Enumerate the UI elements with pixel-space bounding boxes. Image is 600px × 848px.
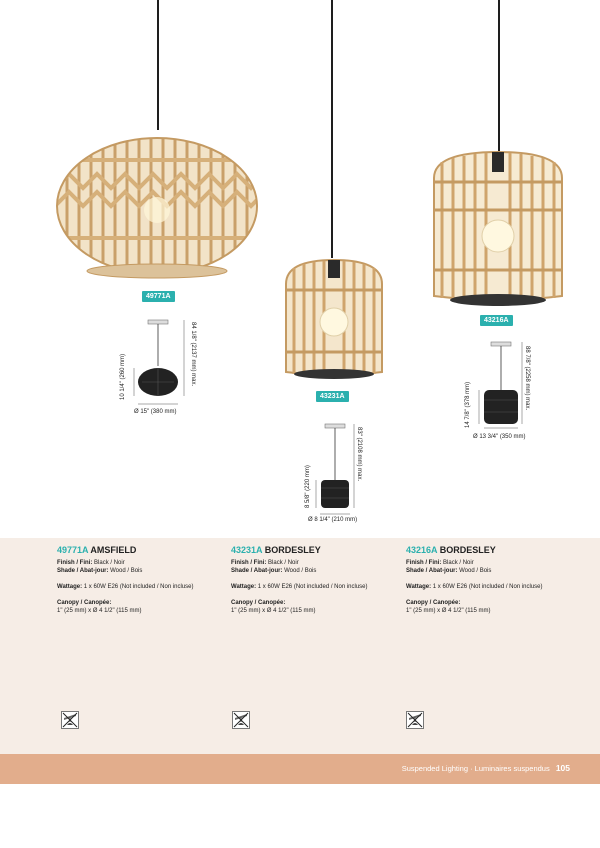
finish-line: Finish / Fini: Black / Noir (406, 560, 474, 566)
amsfield-lamp-image (55, 126, 260, 286)
wattage-line: Wattage: 1 x 60W E26 (Not included / Non incluse) (406, 584, 543, 590)
product-spec-49771A (57, 545, 227, 615)
footer-section-title: Suspended Lighting · Luminaires suspendus (401, 764, 550, 773)
pendant-cord (331, 0, 333, 258)
dimension-height-max: 88 7/8" (2258 mm) max. (524, 346, 530, 411)
product-tag: 43231A (316, 391, 349, 402)
finish-line: Finish / Fini: Black / Noir (231, 560, 299, 566)
not-for-sloped-ceiling-icon (232, 711, 250, 729)
dimension-height: 14 7/8" (378 mm) (465, 381, 471, 428)
product-code: 43216A (406, 545, 438, 555)
pendant-cord (157, 0, 159, 130)
product-tag: 49771A (142, 291, 175, 302)
amsfield-dimension-drawing (128, 318, 188, 408)
finish-line: Finish / Fini: Black / Noir (57, 560, 125, 566)
product-title (406, 545, 576, 555)
bordesley-large-dimension-drawing (476, 340, 526, 430)
product-code: 43231A (231, 545, 263, 555)
canopy-label: Canopy / Canopée: (231, 600, 286, 606)
product-tag: 43216A (480, 315, 513, 326)
dimension-height-max: 84 1/8" (2137 mm) max. (190, 322, 196, 387)
dimension-diameter: Ø 15" (380 mm) (134, 409, 177, 415)
product-name: BORDESLEY (264, 545, 321, 555)
canopy-value: 1" (25 mm) x Ø 4 1/2" (115 mm) (231, 608, 316, 614)
canopy-label: Canopy / Canopée: (406, 600, 461, 606)
canopy-value: 1" (25 mm) x Ø 4 1/2" (115 mm) (57, 608, 142, 614)
bordesley-small-lamp-image (278, 254, 390, 386)
not-for-sloped-ceiling-icon (406, 711, 424, 729)
wattage-line: Wattage: 1 x 60W E26 (Not included / Non incluse) (57, 584, 194, 590)
product-code: 49771A (57, 545, 89, 555)
bordesley-small-dimension-drawing (312, 422, 358, 516)
canopy-value: 1" (25 mm) x Ø 4 1/2" (115 mm) (406, 608, 491, 614)
dimension-height-max: 83" (2108 mm) max. (356, 427, 362, 482)
shade-line: Shade / Abat-jour: Wood / Bois (57, 568, 143, 574)
wattage-line: Wattage: 1 x 60W E26 (Not included / Non incluse) (231, 584, 368, 590)
product-title (57, 545, 227, 555)
dimension-diameter: Ø 8 1/4" (210 mm) (308, 517, 358, 523)
dimension-diameter: Ø 13 3/4" (350 mm) (473, 434, 526, 440)
page-number: 105 (555, 763, 570, 773)
bordesley-large-lamp-image (428, 148, 568, 312)
dimension-height: 8 5/8" (220 mm) (305, 465, 311, 508)
canopy-label: Canopy / Canopée: (57, 600, 112, 606)
footer (402, 763, 570, 773)
shade-line: Shade / Abat-jour: Wood / Bois (406, 568, 492, 574)
pendant-cord (498, 0, 500, 152)
shade-line: Shade / Abat-jour: Wood / Bois (231, 568, 317, 574)
dimension-height: 10 1/4" (260 mm) (120, 353, 126, 400)
product-title (231, 545, 401, 555)
product-spec-43216A (406, 545, 576, 615)
not-for-sloped-ceiling-icon (61, 711, 79, 729)
product-spec-43231A (231, 545, 401, 615)
product-name: BORDESLEY (439, 545, 496, 555)
product-name: AMSFIELD (90, 545, 137, 555)
